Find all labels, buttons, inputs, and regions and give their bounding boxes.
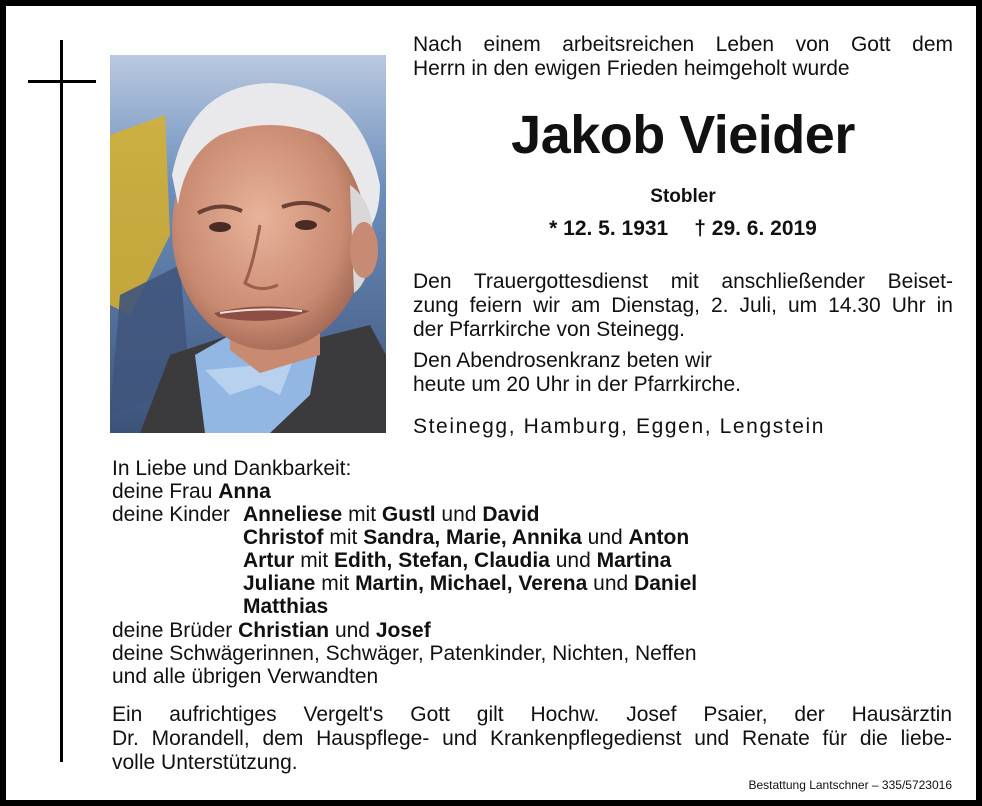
child-name: Matthias — [243, 595, 329, 618]
word-mit: mit — [348, 503, 377, 526]
relatives-line: und alle übrigen Verwandten — [112, 665, 379, 688]
brother-name: Christian — [238, 619, 330, 642]
word-mit: mit — [329, 526, 358, 549]
brother-name: Josef — [375, 619, 431, 642]
child-name: Christof — [243, 526, 324, 549]
children-prefix: deine Kinder — [112, 503, 230, 526]
family-wife-line — [112, 480, 271, 503]
word-und: und — [587, 526, 623, 549]
word-und: und — [334, 619, 370, 642]
thanks-line-3: volle Unterstützung. — [112, 751, 298, 774]
child-last: Martina — [596, 549, 672, 572]
thanks-line-1: Ein aufrichtiges Vergelt's Gott gilt Hochw. Josef Psaier, der Hausärztin — [112, 703, 952, 726]
brothers-line — [112, 619, 431, 642]
child-last: Anton — [628, 526, 690, 549]
brothers-prefix: deine Brüder — [112, 619, 233, 642]
rosary-line-2: heute um 20 Uhr in der Pfarrkirche. — [413, 373, 741, 396]
child-line — [243, 503, 540, 526]
wife-name: Anna — [218, 480, 271, 503]
birth-date: * 12. 5. 1931 — [549, 217, 669, 240]
child-last: Daniel — [634, 572, 698, 595]
child-line — [243, 572, 697, 595]
word-mit: mit — [321, 572, 350, 595]
child-line — [243, 526, 689, 549]
inlaws-line: deine Schwägerinnen, Schwäger, Patenkinder, Nichten, Neffen — [112, 642, 697, 665]
portrait-illustration — [110, 55, 386, 433]
child-line — [243, 549, 671, 572]
child-partners: Sandra, Marie, Annika — [363, 526, 582, 549]
family-heading: In Liebe und Dankbarkeit: — [112, 457, 352, 480]
wife-prefix: deine Frau — [112, 480, 213, 503]
intro-line-2: Herrn in den ewigen Frieden heimgeholt wurde — [413, 57, 850, 80]
child-name: Artur — [243, 549, 295, 572]
child-last: David — [482, 503, 540, 526]
thanks-line-2: Dr. Morandell, dem Hauspflege- und Krankenpflegedienst und Renate für die liebe- — [112, 727, 952, 750]
funeral-home-footer: Bestattung Lantschner – 335/5723016 — [748, 778, 952, 792]
word-und: und — [593, 572, 629, 595]
deceased-nickname: Stobler — [650, 186, 716, 207]
intro-line-1: Nach einem arbeitsreichen Leben von Gott dem — [413, 33, 953, 56]
child-partners: Martin, Michael, Verena — [355, 572, 588, 595]
word-mit: mit — [300, 549, 329, 572]
service-line-1: Den Trauergottesdienst mit anschließender Beiset- — [413, 270, 953, 293]
word-und: und — [441, 503, 477, 526]
service-line-2: zung feiern wir am Dienstag, 2. Juli, um 14.30 Uhr in — [413, 294, 953, 317]
portrait-photo — [110, 55, 386, 433]
life-dates — [413, 217, 953, 241]
deceased-name: Jakob Vieider — [511, 105, 855, 165]
service-line-3: der Pfarrkirche von Steinegg. — [413, 318, 685, 341]
word-und: und — [555, 549, 591, 572]
child-name: Anneliese — [243, 503, 343, 526]
child-name: Juliane — [243, 572, 316, 595]
child-partners: Gustl — [381, 503, 436, 526]
places-line: Steinegg, Hamburg, Eggen, Lengstein — [413, 415, 826, 438]
rosary-line-1: Den Abendrosenkranz beten wir — [413, 349, 712, 372]
cross-vertical-bar — [60, 40, 63, 762]
death-date: † 29. 6. 2019 — [694, 217, 817, 240]
cross-horizontal-bar — [28, 80, 96, 83]
child-partners: Edith, Stefan, Claudia — [334, 549, 550, 572]
